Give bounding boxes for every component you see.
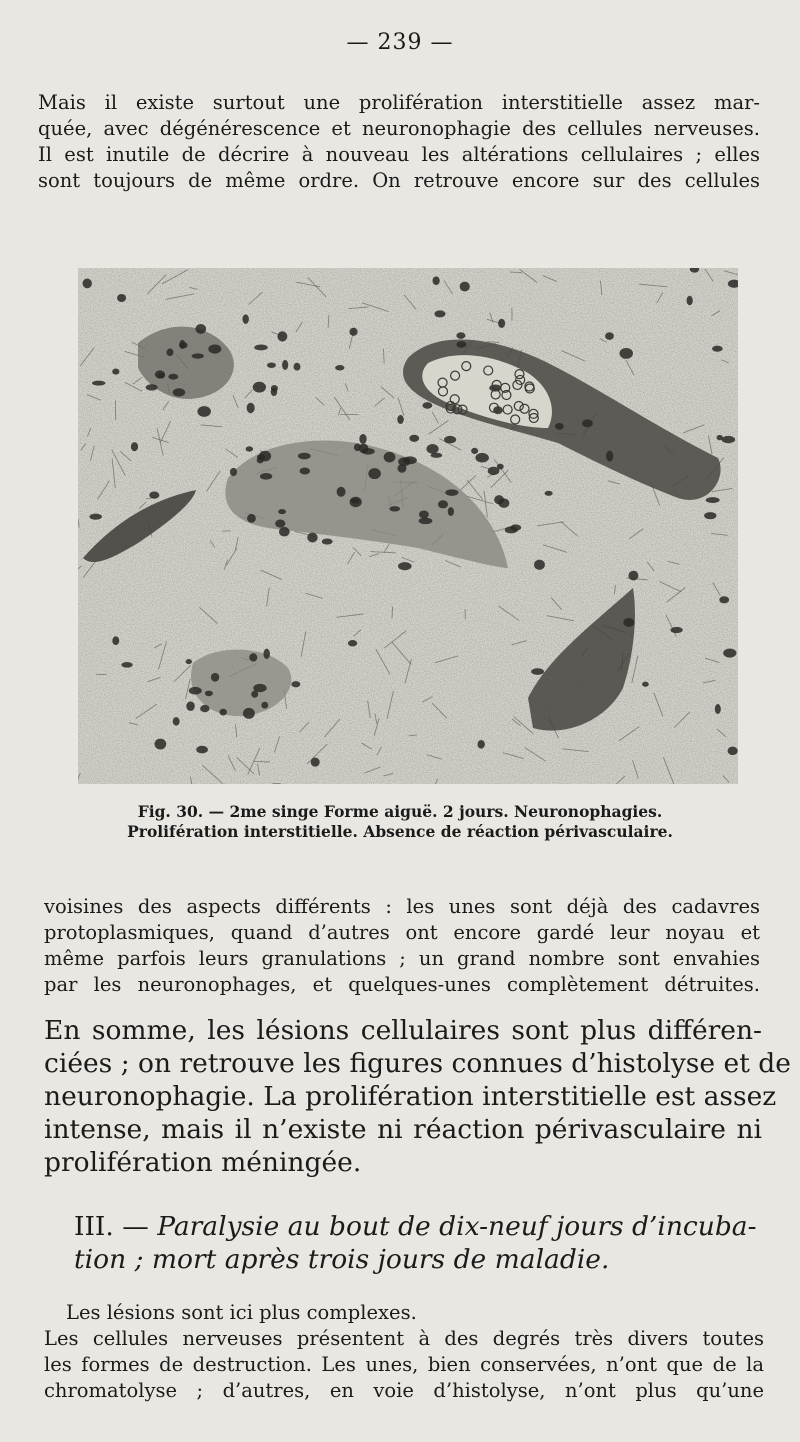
nucleus — [173, 717, 180, 726]
nucleus — [196, 746, 208, 754]
nucleus — [445, 489, 458, 495]
nucleus — [192, 353, 204, 358]
nucleus — [722, 436, 735, 443]
nucleus — [275, 520, 285, 528]
nucleus — [219, 709, 227, 716]
nucleus — [208, 344, 221, 353]
nucleus — [155, 739, 167, 750]
nucleus — [112, 636, 119, 645]
nucleus — [477, 740, 484, 749]
nucleus — [307, 533, 317, 543]
nucleus — [263, 649, 269, 659]
nucleus — [433, 276, 440, 285]
nucleus — [434, 310, 445, 317]
nucleus — [278, 509, 286, 514]
nucleus — [186, 701, 194, 711]
nucleus — [243, 708, 255, 719]
nucleus — [438, 500, 448, 508]
nucleus — [271, 385, 278, 391]
nucleus — [242, 314, 248, 324]
nucleus — [254, 345, 268, 351]
nucleus — [368, 468, 381, 479]
nucleus — [619, 348, 632, 359]
nucleus — [488, 467, 500, 475]
nucleus — [606, 451, 613, 462]
nucleus — [92, 381, 105, 386]
nucleus — [723, 648, 736, 657]
nucleus — [422, 402, 432, 409]
nucleus — [112, 369, 119, 375]
nucleus — [267, 362, 276, 368]
nucleus — [687, 296, 693, 305]
nucleus — [179, 342, 188, 348]
section-title: Paralysie au bout de dix-neuf jours d’incuba- — [157, 1211, 757, 1242]
nucleus — [197, 406, 210, 417]
nucleus — [717, 435, 723, 440]
nucleus — [158, 373, 165, 378]
section-numeral: III. — — [74, 1211, 149, 1242]
text-line: protoplasmiques, quand d’autres ont encore gardé leur noyau et — [44, 921, 760, 944]
nucleus — [247, 514, 256, 523]
text-line: Les lésions sont ici plus complexes. — [66, 1301, 417, 1324]
nucleus — [337, 487, 346, 497]
nucleus — [249, 653, 257, 661]
nucleus — [398, 562, 412, 570]
nucleus — [534, 560, 545, 570]
nucleus — [189, 687, 202, 695]
page-number: — 239 — — [346, 30, 454, 55]
text-line: quée, avec dégénérescence et neuronophagie des cellules nerveuses. — [38, 117, 760, 140]
nucleus — [277, 331, 287, 341]
histology-figure — [78, 268, 738, 784]
paragraph-4 — [44, 1300, 764, 1404]
nucleus — [253, 382, 266, 393]
text-line: intense, mais il n’existe ni réaction périvasculaire ni — [44, 1114, 762, 1145]
nucleus — [348, 640, 357, 646]
nucleus — [628, 571, 638, 581]
nucleus — [670, 627, 682, 633]
text-line: Il est inutile de décrire à nouveau les altérations cellulaires ; elles — [38, 143, 760, 166]
paragraph-2 — [44, 894, 760, 998]
nucleus — [291, 681, 300, 687]
nucleus — [531, 668, 544, 675]
figure-caption — [60, 802, 740, 842]
nucleus — [260, 473, 272, 480]
nucleus — [498, 319, 505, 328]
nucleus — [89, 514, 102, 520]
text-line: neuronophagie. La prolifération interstitielle est assez — [44, 1081, 777, 1112]
nucleus — [200, 705, 209, 712]
text-line: prolifération méningée. — [44, 1147, 362, 1178]
nucleus — [294, 363, 301, 371]
nucleus — [351, 498, 360, 503]
nucleus — [251, 691, 258, 698]
text-line: Mais il existe surtout une prolifération interstitielle assez mar- — [38, 91, 760, 114]
nucleus — [456, 332, 465, 339]
nucleus — [444, 436, 456, 443]
nucleus — [173, 388, 185, 396]
text-line: sont toujours de même ordre. On retrouve encore sur des cellules — [38, 169, 760, 192]
nucleus — [510, 524, 521, 530]
text-line: Les cellules nerveuses présentent à des degrés très divers toutes — [44, 1327, 764, 1350]
nucleus — [117, 294, 126, 302]
nucleus — [298, 453, 311, 460]
nucleus — [460, 282, 470, 292]
caption-line: Prolifération interstitielle. Absence de réaction périvasculaire. — [127, 822, 673, 841]
nucleus — [706, 497, 720, 503]
nucleus — [230, 468, 237, 476]
nucleus — [397, 464, 406, 473]
nucleus — [322, 539, 333, 545]
nucleus — [300, 468, 311, 475]
caption-line: Fig. 30. — 2me singe Forme aiguë. 2 jours. Neuronophagies. — [137, 802, 663, 821]
nucleus — [335, 365, 344, 370]
nucleus — [349, 328, 357, 336]
nucleus — [555, 423, 564, 430]
nucleus — [545, 491, 553, 496]
nucleus — [426, 444, 438, 454]
nucleus — [279, 527, 290, 537]
nucleus — [257, 457, 264, 464]
nucleus — [186, 659, 192, 664]
nucleus — [389, 506, 400, 511]
nucleus — [82, 279, 91, 289]
text-line: ciées ; on retrouve les figures connues d’histolyse et de — [44, 1048, 791, 1079]
nucleus — [282, 360, 288, 370]
nucleus — [146, 384, 158, 390]
nucleus — [359, 434, 366, 444]
text-line: les formes de destruction. Les unes, bien conservées, n’ont que de la — [44, 1353, 764, 1376]
text-line: voisines des aspects différents : les unes sont déjà des cadavres — [44, 895, 760, 918]
nucleus — [261, 702, 268, 709]
nucleus — [131, 442, 138, 451]
nucleus — [384, 452, 396, 463]
nucleus — [419, 510, 429, 518]
nucleus — [712, 346, 723, 352]
nucleus — [582, 419, 593, 427]
text-line: par les neuronophages, et quelques-unes complètement détruites. — [44, 973, 760, 996]
nucleus — [195, 324, 206, 334]
nucleus — [719, 596, 729, 603]
nucleus — [397, 415, 404, 424]
nucleus — [456, 341, 466, 348]
text-line: chromatolyse ; d’autres, en voie d’histolyse, n’ont plus qu’une — [44, 1379, 764, 1402]
section-heading-iii — [74, 1210, 764, 1276]
nucleus — [121, 662, 132, 668]
text-line: même parfois leurs granulations ; un grand nombre sont envahies — [44, 947, 760, 970]
nucleus — [605, 332, 614, 340]
nucleus — [419, 518, 433, 524]
nucleus — [211, 673, 219, 682]
nucleus — [403, 456, 417, 464]
section-title-continued: tion ; mort après trois jours de maladie. — [74, 1244, 610, 1275]
nucleus — [311, 758, 320, 767]
text-line: En somme, les lésions cellulaires sont plus différen- — [44, 1015, 762, 1046]
nucleus — [246, 446, 253, 451]
nucleus — [354, 444, 361, 452]
nucleus — [448, 507, 454, 516]
nucleus — [247, 403, 255, 413]
nucleus — [168, 374, 178, 380]
nucleus — [409, 435, 419, 442]
nucleus — [715, 704, 721, 714]
nucleus — [642, 682, 649, 687]
nucleus — [498, 498, 509, 507]
nucleus — [704, 512, 716, 519]
nucleus — [471, 448, 478, 454]
nucleus — [431, 453, 443, 458]
nucleus — [728, 747, 738, 756]
nucleus — [475, 453, 488, 463]
histology-illustration — [78, 268, 738, 784]
nucleus — [205, 691, 213, 697]
nucleus — [623, 618, 634, 627]
nucleus — [166, 349, 173, 357]
paragraph-1 — [38, 90, 760, 194]
nucleus — [149, 491, 159, 498]
paragraph-summary — [44, 1014, 791, 1179]
